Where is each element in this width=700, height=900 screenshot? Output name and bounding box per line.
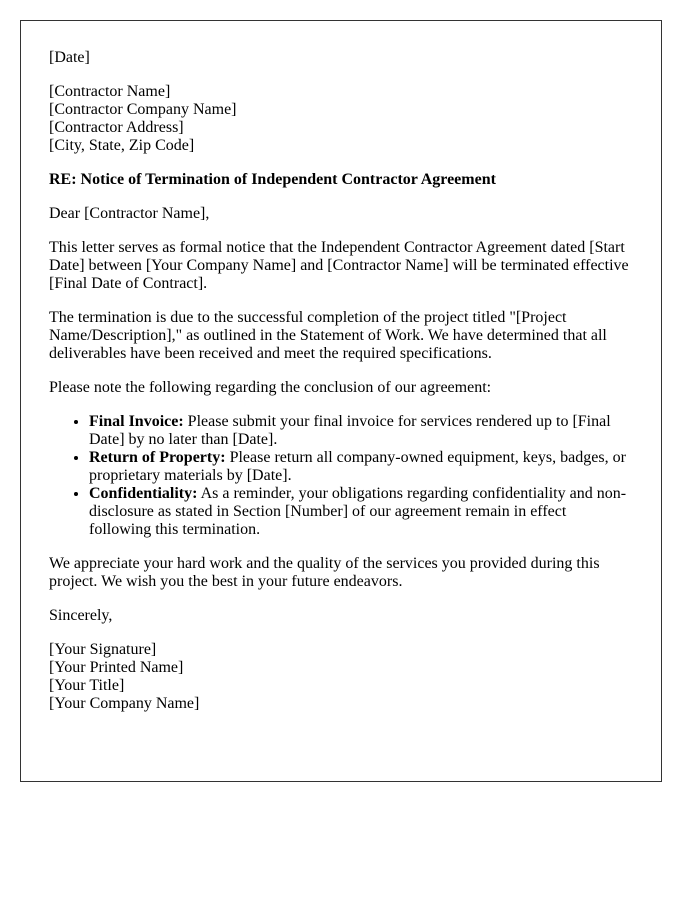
body-paragraph: This letter serves as formal notice that the Independent Contractor Agreement dated [Start Date] between [Your Company Name] and [Contractor Name] will be terminated effective [Final Date of Contract]. bbox=[49, 239, 629, 292]
letter-document bbox=[20, 20, 662, 782]
subject-line bbox=[49, 171, 632, 189]
list-item bbox=[89, 485, 632, 539]
list-item-label: Return of Property: bbox=[89, 449, 226, 466]
salutation: Dear [Contractor Name], bbox=[49, 205, 210, 222]
recipient-address: [Contractor Address] bbox=[49, 119, 184, 136]
body-paragraph: Please note the following regarding the conclusion of our agreement: bbox=[49, 379, 492, 396]
list-item bbox=[89, 413, 632, 449]
signature-block bbox=[49, 641, 632, 713]
sender-title: [Your Title] bbox=[49, 677, 125, 694]
signature: [Your Signature] bbox=[49, 641, 157, 658]
terms-list bbox=[49, 413, 632, 539]
subject-text: RE: Notice of Termination of Independent Contractor Agreement bbox=[49, 171, 496, 188]
closing: Sincerely, bbox=[49, 607, 113, 624]
list-item-text: Please return all company-owned equipment, keys, badges, or proprietary materials by [Date]. bbox=[89, 449, 626, 484]
body-paragraph: The termination is due to the successful completion of the project titled "[Project Name/Description]," as outlined in the Statement of Work. We have determined that all deliverables have been received and meet the required specifications. bbox=[49, 309, 607, 362]
sender-company: [Your Company Name] bbox=[49, 695, 200, 712]
list-item-text: As a reminder, your obligations regarding confidentiality and non-disclosure as stated in Section [Number] of our agreement remain in effect following this termination. bbox=[89, 485, 627, 538]
closing-paragraph: We appreciate your hard work and the quality of the services you provided during this project. We wish you the best in your future endeavors. bbox=[49, 555, 600, 590]
letter-date: [Date] bbox=[49, 49, 90, 66]
list-item bbox=[89, 449, 632, 485]
list-item-label: Confidentiality: bbox=[89, 485, 198, 502]
recipient-company: [Contractor Company Name] bbox=[49, 101, 237, 118]
list-item-label: Final Invoice: bbox=[89, 413, 184, 430]
list-item-text: Please submit your final invoice for services rendered up to [Final Date] by no later than [Date]. bbox=[89, 413, 611, 448]
printed-name: [Your Printed Name] bbox=[49, 659, 184, 676]
recipient-block bbox=[49, 83, 632, 155]
recipient-name: [Contractor Name] bbox=[49, 83, 171, 100]
recipient-city: [City, State, Zip Code] bbox=[49, 137, 195, 154]
